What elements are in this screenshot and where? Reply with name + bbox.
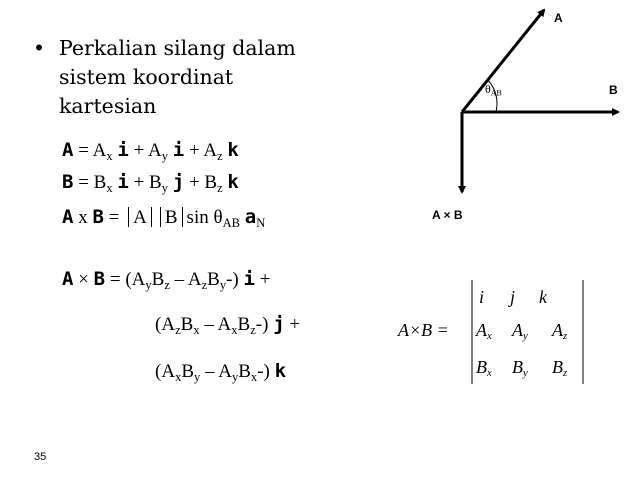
eq-axb-b: B <box>92 206 104 228</box>
page-number: 35 <box>34 451 47 463</box>
row2-s2: x <box>193 322 200 337</box>
cross-row-1 <box>62 267 270 292</box>
eq-axb-x: x <box>73 207 93 228</box>
row3-pre: (A <box>155 361 176 382</box>
eq-axb-sin: sin θ <box>186 207 223 228</box>
row3-m2: B <box>238 361 251 382</box>
vector-diagram <box>420 0 638 235</box>
eq-b-bx: B <box>93 172 107 193</box>
row3-post: -) <box>257 361 275 382</box>
eq-axb-a: A <box>62 206 74 228</box>
equation-a <box>62 138 239 163</box>
eq-a-ax-sub: x <box>106 148 113 163</box>
m-sub: x <box>487 367 492 380</box>
row2-plus: + <box>284 314 301 335</box>
matrix-r1-c1: i <box>479 287 485 307</box>
matrix-lhs: A×B = <box>398 320 449 340</box>
row3-s1: x <box>175 369 182 384</box>
m-sub: y <box>523 367 528 380</box>
eq-a-az-sub: z <box>217 148 223 163</box>
bullet-line-1: Perkalian silang dalam <box>59 36 296 60</box>
label-axb: A × B <box>432 208 463 222</box>
eq-b-eq: = <box>73 172 94 193</box>
row1-s3: z <box>201 277 208 292</box>
eq-axb-eq: = <box>103 207 125 228</box>
theta-symbol: θ <box>485 82 491 96</box>
row1-s1: y <box>145 277 152 292</box>
row1-m2: B <box>207 269 220 290</box>
cross-times: × <box>73 269 94 290</box>
cross-row-3 <box>155 359 286 384</box>
matrix-r3-c2 <box>512 357 528 378</box>
row3-m1: B <box>181 361 195 382</box>
eq-b-i: i <box>117 171 129 193</box>
eq-b-j: j <box>172 171 185 193</box>
row2-s4: z <box>250 322 256 337</box>
equation-b <box>62 170 239 195</box>
eq-a-plus2: + <box>184 140 204 161</box>
row1-plus: + <box>254 269 271 290</box>
eq-a-k: k <box>227 139 239 161</box>
eq-a-i2: i <box>172 139 185 161</box>
label-b: B <box>609 83 618 97</box>
abs-bar <box>182 207 183 227</box>
eq-b-bx-sub: x <box>106 180 113 195</box>
eq-a-lhs: A <box>62 139 74 161</box>
row3-minus: – A <box>200 361 232 382</box>
row1-m1: B <box>151 269 165 290</box>
m-main: A <box>512 320 523 340</box>
label-a: A <box>554 11 563 25</box>
row2-s3: x <box>231 322 238 337</box>
cross-lhs-a: A <box>62 268 74 290</box>
m-main: A <box>476 320 487 340</box>
bullet-line-3: kartesian <box>59 94 157 118</box>
angle-label <box>485 82 502 97</box>
eq-b-bz: B <box>204 172 218 193</box>
eq-axb-absa: A <box>133 207 147 228</box>
matrix-r1-c3: k <box>539 287 547 307</box>
row1-unit: i <box>243 268 255 290</box>
eq-b-plus2: + <box>184 172 205 193</box>
row1-s4: y <box>219 277 227 292</box>
row1-post: -) <box>226 269 244 290</box>
eq-axb-sin-sub: AB <box>222 215 240 230</box>
m-main: A <box>552 320 563 340</box>
row2-unit: j <box>273 313 285 335</box>
matrix-r2-c3 <box>552 320 567 341</box>
vector-a-arrow <box>462 10 544 112</box>
eq-b-bz-sub: z <box>217 180 223 195</box>
row3-s4: x <box>250 369 258 384</box>
equation-axb-magnitude <box>62 205 265 230</box>
m-main: B <box>512 357 523 377</box>
cross-row-2 <box>155 312 300 337</box>
eq-axb-an-sub: N <box>256 215 266 230</box>
eq-a-eq: = <box>73 140 93 161</box>
row2-pre: (A <box>155 314 176 335</box>
m-sub: y <box>523 330 528 343</box>
bullet-symbol: • <box>33 36 46 60</box>
m-main: B <box>476 357 487 377</box>
m-sub: z <box>563 330 568 343</box>
eq-axb-an: a <box>244 206 257 228</box>
cross-lhs-b: B <box>93 268 106 290</box>
eq-axb-absb: B <box>164 207 178 228</box>
eq-b-plus1: + <box>128 172 150 193</box>
m-main: B <box>552 357 563 377</box>
eq-b-by: B <box>149 172 162 193</box>
row1-s2: z <box>164 277 170 292</box>
matrix-r1-c2: j <box>510 287 516 307</box>
matrix-r2-c2 <box>512 320 528 341</box>
row2-s1: z <box>175 322 181 337</box>
eq-b-by-sub: y <box>161 180 168 195</box>
eq-a-plus1: + <box>128 140 148 161</box>
eq-a-az: A <box>203 140 218 161</box>
row3-s2: y <box>194 369 201 384</box>
row2-minus: – A <box>199 314 232 335</box>
eq-a-i: i <box>117 139 129 161</box>
matrix-r3-c1 <box>476 357 492 378</box>
row3-s3: y <box>231 369 239 384</box>
abs-bar <box>160 207 161 227</box>
abs-bar <box>128 207 129 227</box>
eq-a-ay: A <box>148 140 162 161</box>
abs-bar <box>151 207 152 227</box>
theta-sub: AB <box>490 88 502 98</box>
eq-b-lhs: B <box>62 171 74 193</box>
bullet-line-2: sistem koordinat <box>59 65 234 89</box>
eq-a-ay-sub: y <box>161 148 168 163</box>
eq-a-ax: A <box>92 140 107 161</box>
row2-m2: B <box>237 314 251 335</box>
row2-post: -) <box>255 314 274 335</box>
row1-pre: = (A <box>105 269 146 290</box>
row2-m1: B <box>180 314 194 335</box>
matrix-r3-c3 <box>552 357 567 378</box>
row3-unit: k <box>274 360 287 382</box>
m-sub: z <box>563 367 568 380</box>
eq-b-k: k <box>227 171 239 193</box>
m-sub: x <box>487 330 492 343</box>
row1-minus: – A <box>169 269 202 290</box>
matrix-r2-c1 <box>476 320 492 341</box>
